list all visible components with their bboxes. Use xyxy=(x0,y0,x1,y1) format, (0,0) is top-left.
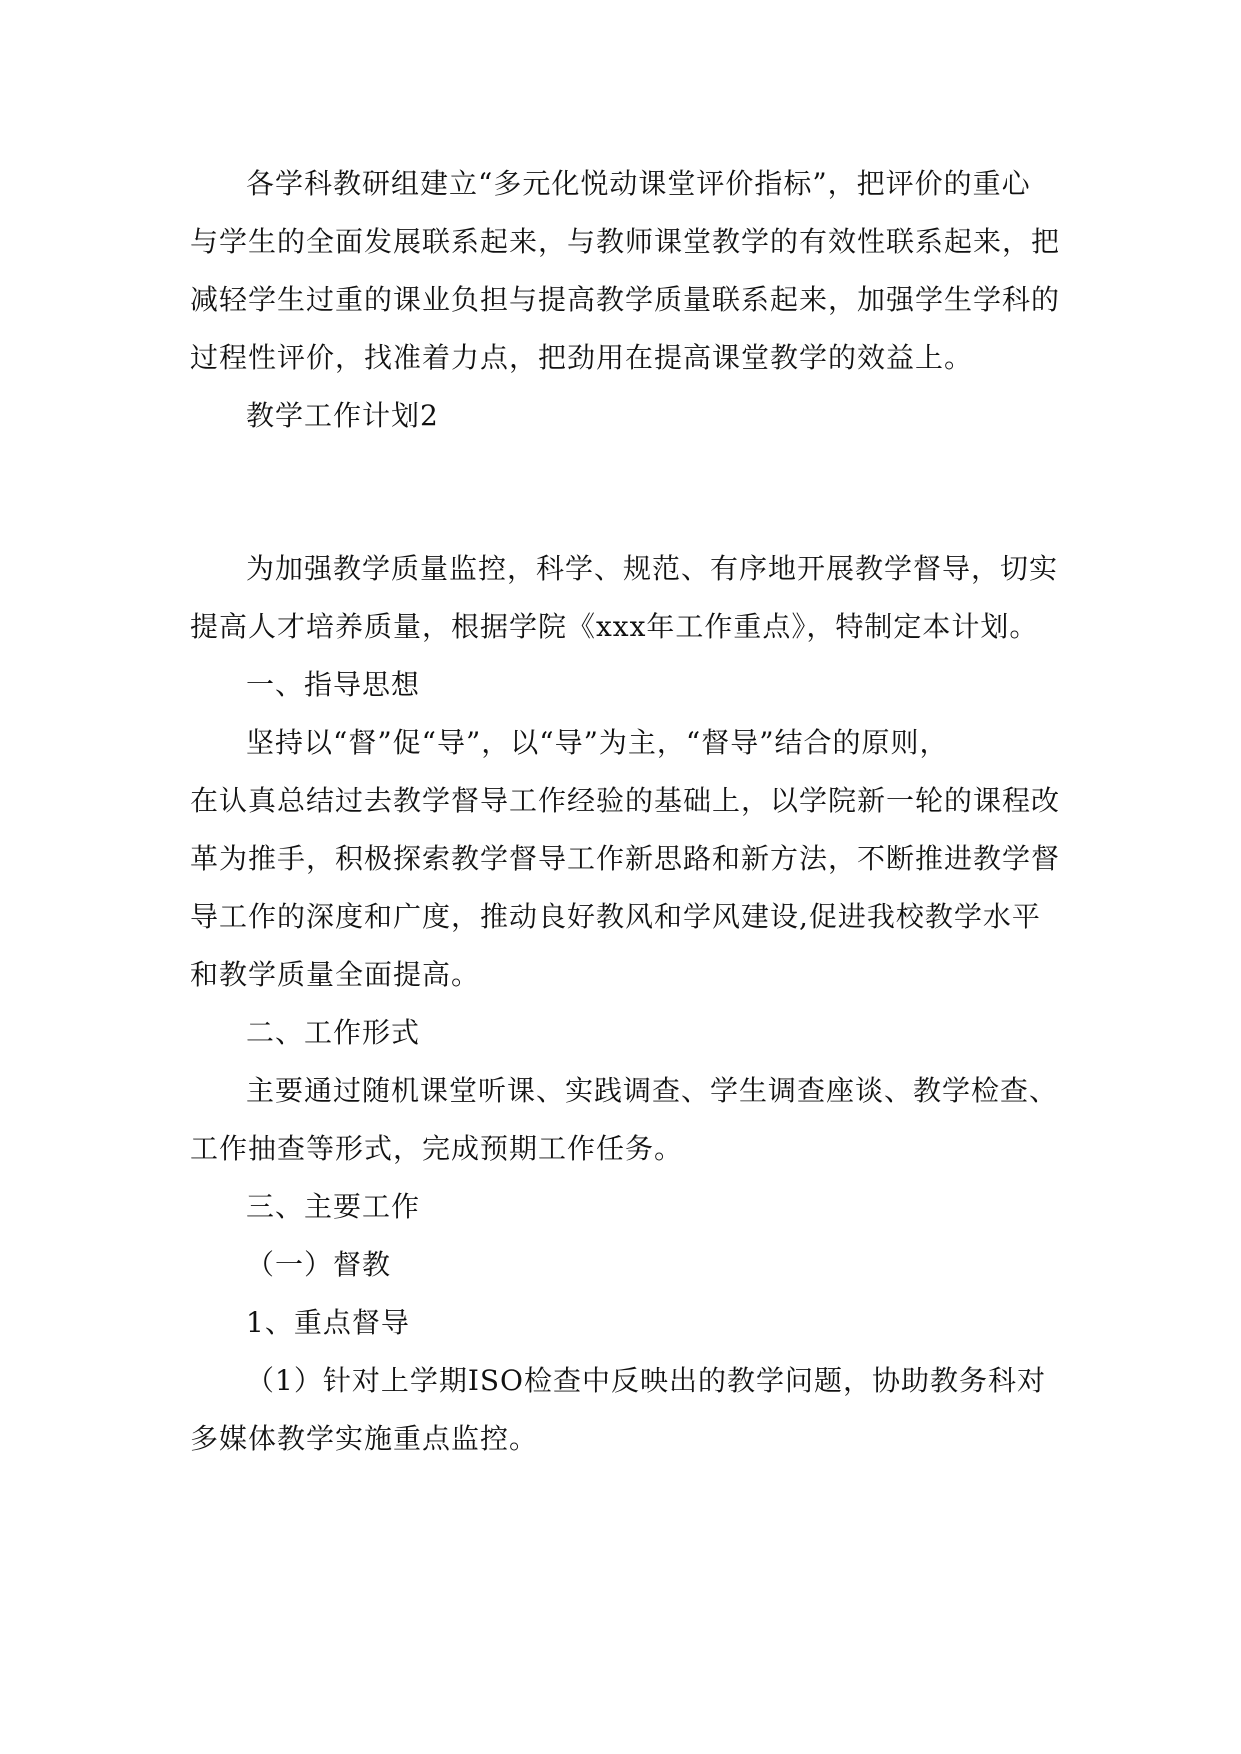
heading-guiding-ideology: 一、指导思想 xyxy=(246,668,421,701)
paragraph-line: 和教学质量全面提高。 xyxy=(190,958,481,991)
paragraph-line: （1）针对上学期ISO检查中反映出的教学问题，协助教务科对 xyxy=(246,1364,1047,1397)
paragraph-line: 为加强教学质量监控，科学、规范、有序地开展教学督导，切实 xyxy=(246,552,1059,585)
paragraph-line: 各学科教研组建立“多元化悦动课堂评价指标”，把评价的重心 xyxy=(246,167,1031,200)
paragraph-line: 与学生的全面发展联系起来，与教师课堂教学的有效性联系起来，把 xyxy=(190,225,1061,258)
subheading-key-supervision: 1、重点督导 xyxy=(246,1306,410,1339)
paragraph-line: 坚持以“督”促“导”，以“导”为主，“督导”结合的原则， xyxy=(246,726,949,759)
paragraph-line: 革为推手，积极探索教学督导工作新思路和新方法，不断推进教学督 xyxy=(190,842,1061,875)
paragraph-line: 提高人才培养质量，根据学院《xxx年工作重点》，特制定本计划。 xyxy=(190,610,1039,643)
paragraph-line: 减轻学生过重的课业负担与提高教学质量联系起来，加强学生学科的 xyxy=(190,283,1061,316)
heading-work-form: 二、工作形式 xyxy=(246,1016,421,1049)
heading-main-work: 三、主要工作 xyxy=(246,1190,421,1223)
section-title: 教学工作计划2 xyxy=(246,399,439,432)
paragraph-line: 导工作的深度和广度，推动良好教风和学风建设,促进我校教学水平 xyxy=(190,900,1041,933)
paragraph-line: 主要通过随机课堂听课、实践调查、学生调查座谈、教学检查、 xyxy=(246,1074,1059,1107)
paragraph-line: 多媒体教学实施重点监控。 xyxy=(190,1422,539,1455)
paragraph-line: 过程性评价，找准着力点，把劲用在提高课堂教学的效益上。 xyxy=(190,341,974,374)
paragraph-line: 工作抽查等形式，完成预期工作任务。 xyxy=(190,1132,684,1165)
subheading-supervise-teaching: （一）督教 xyxy=(246,1248,392,1281)
paragraph-line: 在认真总结过去教学督导工作经验的基础上，以学院新一轮的课程改 xyxy=(190,784,1061,817)
